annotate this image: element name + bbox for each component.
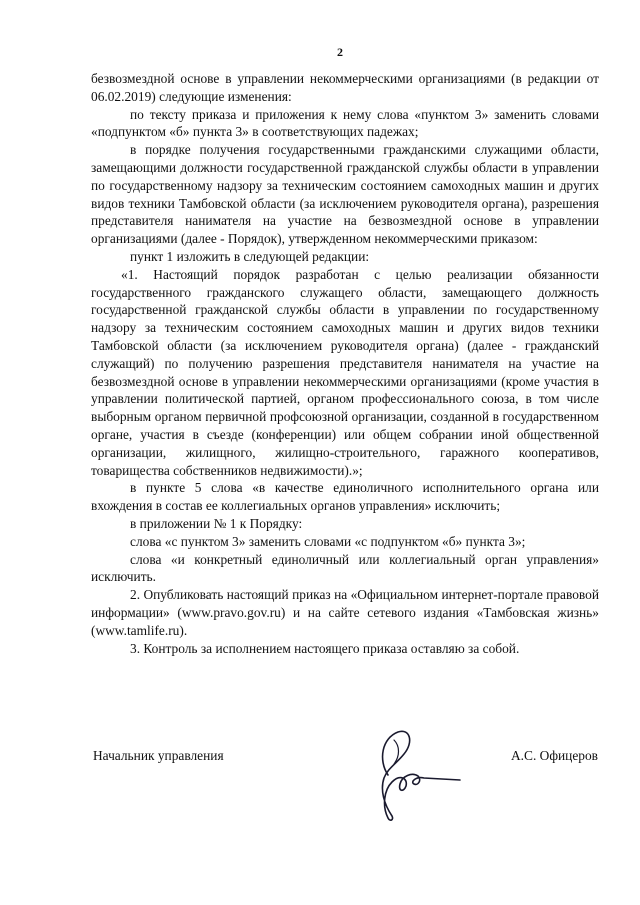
paragraph-appendix-words-1: слова «с пунктом 3» заменить словами «с подпунктом «б» пункта 3»; [130,533,526,549]
paragraph-point-5: в пункте 5 слова «в качестве единоличного исполнительного органа или вхождения в состав ее коллегиальных органов управления» исключить; [91,480,599,514]
paragraph-appendix-1: в приложении № 1 к Порядку: [130,515,303,531]
signature-block [93,740,598,830]
page-number: 2 [337,45,343,59]
paragraph-item-2-publish: 2. Опубликовать настоящий приказ на «Официальном интернет-портале правовой информации» (www.pravo.gov.ru) и на сайте сетевого издания «Тамбовская жизнь» (www.tamlife.ru). [91,587,599,638]
paragraph-intro-continuation: безвозмездной основе в управлении некоммерческими организациями (в редакции от 06.02.2019) следующие изменения: [91,71,599,104]
handwritten-signature [348,720,468,825]
paragraph-appendix-words-2: слова «и конкретный единоличный или коллегиальный орган управления» исключить. [91,551,599,585]
paragraph-replace-words: по тексту приказа и приложения к нему слова «пунктом 3» заменить словами «подпунктом «б» пункта 3» в соответствующих падежах; [91,106,599,140]
paragraph-procedure: в порядке получения государственными гражданскими служащими области, замещающими должности государственной гражданской службы области в управлении по государственному надзору за техническим состоянием самоходных машин и других видов техники Тамбовской области (за исключением руководителя органа), разрешения представителя нанимателя на участие на безвозмездной основе в управлении организациями (далее - Порядок), утвержденном некоммерческими приказом: [91,142,599,247]
signatory-title: Начальник управления [93,748,224,763]
signatory-name: А.С. Офицеров [511,748,598,763]
document-body [91,70,599,657]
paragraph-item-3-control: 3. Контроль за исполнением настоящего приказа оставляю за собой. [130,640,520,656]
paragraph-point-1-header: пункт 1 изложить в следующей редакции: [130,248,370,264]
paragraph-point-1-text: «1. Настоящий порядок разработан с целью реализации обязанности государственного гражданского служащего области, замещающего должность государственной гражданской службы области в управлении по государственному надзору за техническим состоянием самоходных машин и других видов техники Тамбовской области (за исключением руководителя органа) (далее - гражданский служащий) по получению разрешения представителя нанимателя на участие на безвозмездной основе в управлении некоммерческими организациями (кроме участия в управлении политической партией, органом профессионального союза, в том числе выборным органом первичной профсоюзной организации, созданной в государственном органе, участия в съезде (конференции) или общем собрании иной общественной организации, жилищного, жилищно-строительного, гаражного кооперативов, товарищества собственников недвижимости).»; [91,266,599,478]
